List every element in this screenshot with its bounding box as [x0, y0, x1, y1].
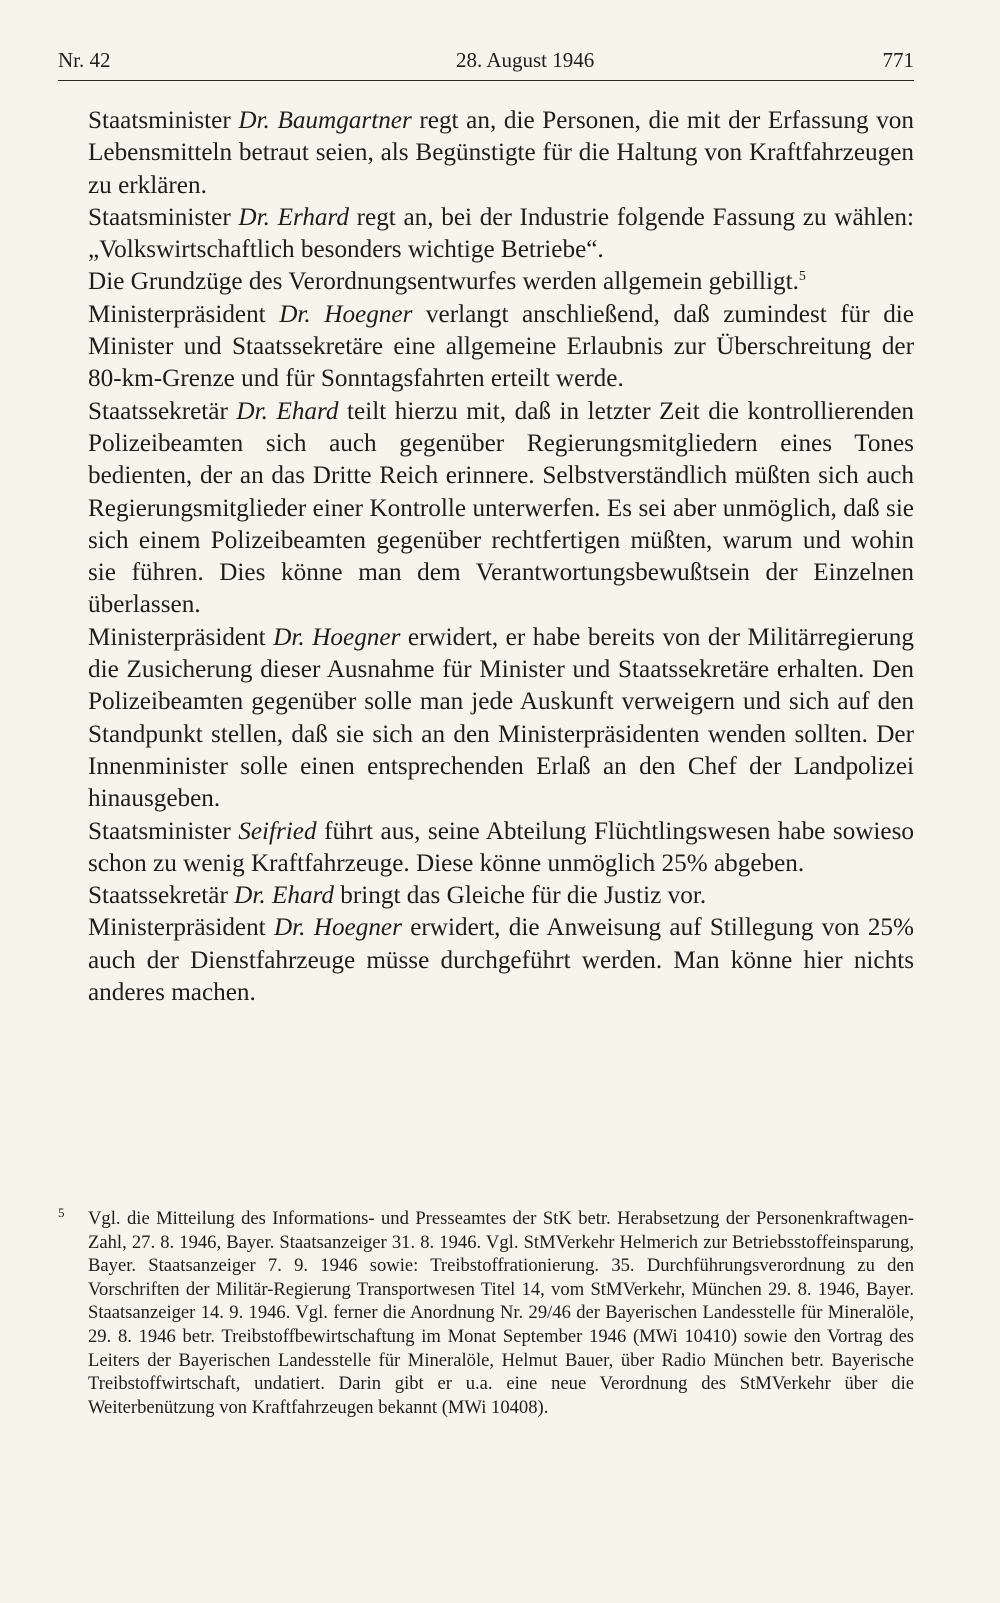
paragraph-text: erwidert, die Anweisung auf Stillegung von 25% auch der Dienstfahrzeuge müsse durchgeführt werden. Man könne hier nichts anderes machen.	[88, 914, 914, 1007]
paragraph-text: Ministerpräsident	[88, 623, 274, 651]
paragraph-text: Staatsminister	[88, 203, 239, 231]
paragraph-text: erwidert, er habe bereits von der Militärregierung die Zusicherung dieser Ausnahme für Minister und Staatssekretäre erhalten. Den Polizeibeamten gegenüber solle man jede Auskunft verweigern und sich auf den Standpunkt stellen, daß sie sich an den Ministerpräsidenten wenden sollten. Der Innenminister solle einen entsprechenden Erlaß an den Chef der Landpolizei hinausgeben.	[88, 623, 914, 813]
paragraph-text: Staatsminister	[88, 107, 239, 134]
paragraph	[88, 816, 914, 881]
speaker-name: Seifried	[238, 817, 317, 845]
footnote	[58, 1205, 914, 1419]
paragraph-text: Staatsminister	[88, 817, 239, 845]
paragraph	[88, 299, 914, 396]
paragraph-text: regt an, bei der Industrie folgende Fassung zu wählen: „Volkswirtschaftlich besonders wichtige Betriebe“.	[88, 203, 914, 264]
paragraph	[88, 912, 914, 1009]
speaker-name: Dr. Hoegner	[273, 914, 402, 942]
paragraph-text: führt aus, seine Abteilung Flüchtlingswesen habe sowieso schon zu wenig Kraftfahrzeuge. Diese könne unmöglich 25% abgeben.	[88, 817, 914, 877]
speaker-name: Dr. Baumgartner	[238, 107, 412, 134]
header-date: 28. August 1946	[456, 48, 595, 72]
speaker-name: Dr. Hoegner	[273, 623, 401, 651]
paragraph-text: bringt das Gleiche für die Justiz vor.	[334, 882, 707, 910]
speaker-name: Dr. Erhard	[238, 203, 349, 231]
issue-number: Nr. 42	[58, 48, 111, 72]
footnote-text: Vgl. die Mitteilung des Informations- und Presseamtes der StK betr. Herabsetzung der Personenkraftwagen-Zahl, 27. 8. 1946, Bayer. Staatsanzeiger 31. 8. 1946. Vgl. StMVerkehr Helmerich zur Betriebsstoffeinsparung, Bayer. Staatsanzeiger 7. 9. 1946 sowie: Treibstoffrationierung. 35. Durchführungsverordnung zu den Vorschriften der Militär-Regierung Transportwesen Titel 14, vom StMVerkehr, München 29. 8. 1946, Bayer. Staatsanzeiger 14. 9. 1946. Vgl. ferner die Anordnung Nr. 29/46 der Bayerischen Landesstelle für Mineralöle, 29. 8. 1946 betr. Treibstoffbewirtschaftung im Monat September 1946 (MWi 10410) sowie den Vortrag des Leiters der Bayerischen Landesstelle für Mineralöle, Helmut Bauer, über Radio München betr. Bayerische Treibstoffwirtschaft, undatiert. Darin gibt er u.a. eine neue Verordnung des StMVerkehr über die Weiterbenützung von Kraftfahrzeugen bekannt (MWi 10408).	[88, 1208, 914, 1418]
speaker-name: Dr. Ehard	[234, 882, 334, 910]
paragraph-text: Staatssekretär	[88, 882, 235, 910]
paragraph	[88, 396, 914, 622]
footnote-reference[interactable]: 5	[798, 269, 806, 285]
paragraph-text: Die Grundzüge des Verordnungsentwurfes werden allgemein gebilligt.	[88, 268, 799, 296]
running-header	[58, 40, 914, 81]
body-text	[88, 105, 914, 1009]
speaker-name: Dr. Hoegner	[279, 300, 413, 328]
footnote-mark: 5	[58, 1205, 65, 1220]
paragraph-text: regt an, die Personen, die mit der Erfassung von Lebensmitteln betraut seien, als Begünstigte für die Haltung von Kraftfahrzeugen zu erklären.	[88, 107, 914, 199]
paragraph-text: Ministerpräsident	[88, 300, 280, 328]
paragraph	[88, 202, 914, 267]
paragraph-text: verlangt anschließend, daß zumindest für die Minister und Staatssekretäre eine allgemeine Erlaubnis zur Überschreitung der 80-km-Grenze und für Sonntagsfahrten erteilt werde.	[88, 300, 914, 393]
paragraph-text: teilt hierzu mit, daß in letzter Zeit die kontrollierenden Polizeibeamten sich auch gegenüber Regierungsmitgliedern eines Tones bedienten, der an das Dritte Reich erinnere. Selbstverständlich müßten sich auch Regierungsmitglieder einer Kontrolle unterwerfen. Es sei aber unmöglich, daß sie sich einem Polizeibeamten gegenüber rechtfertigen müßten, warum und wohin sie führen. Dies könne man dem Verantwortungsbewußtsein der Einzelnen überlassen.	[88, 397, 915, 619]
paragraph	[88, 105, 914, 202]
speaker-name: Dr. Ehard	[236, 397, 339, 425]
page-number: 771	[882, 48, 914, 72]
paragraph-text: Ministerpräsident	[88, 914, 274, 942]
paragraph	[88, 880, 914, 912]
paragraph	[88, 622, 914, 816]
paragraph	[88, 266, 914, 298]
paragraph-text: Staatssekretär	[88, 397, 237, 425]
